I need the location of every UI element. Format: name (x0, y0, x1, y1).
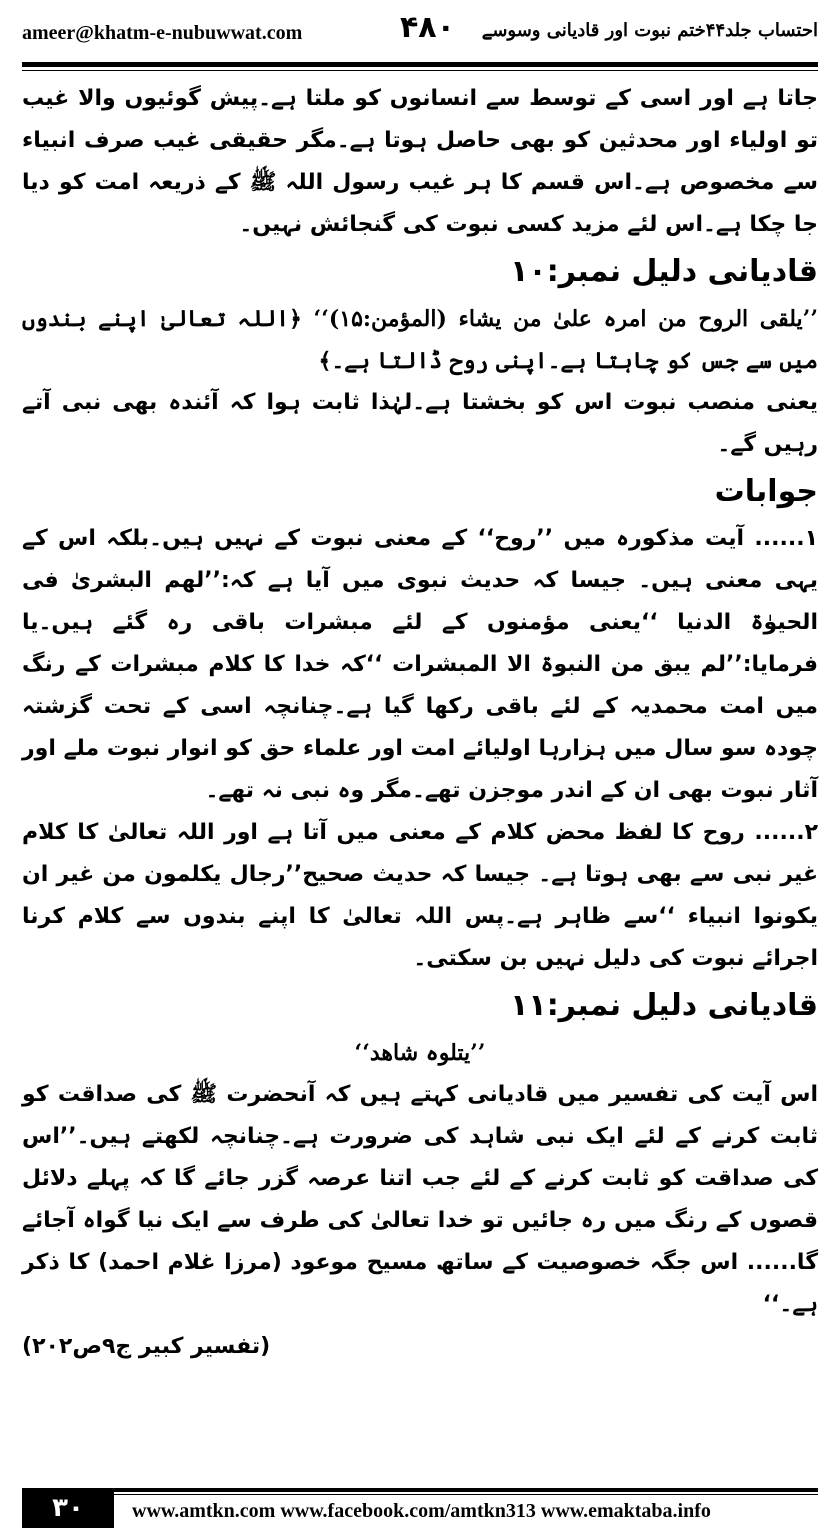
header-running-title: احتساب جلد۴۴ختم نبوت اور قادیانی وسوسے (481, 20, 818, 41)
header-email: ameer@khatm-e-nubuwwat.com (22, 22, 303, 44)
footer-rule-thick (114, 1488, 818, 1492)
claim-argument-10: یعنی منصب نبوت اس کو بخشتا ہے۔لہٰذا ثابت ہوا کہ آئندہ بھی نبی آتے رہیں گے۔ (22, 390, 818, 457)
header-rule-thin (22, 70, 818, 71)
quote-argument-11: ’’یتلوہ شاھد‘‘ (354, 1040, 486, 1066)
paragraph-intro: جاتا ہے اور اسی کے توسط سے انسانوں کو ملتا ہے۔پیش گوئیوں والا غیب تو اولیاء اور محدثین کو بھی حاصل ہوتا ہے۔مگر حقیقی غیب صرف انبیاء سے مخصوص ہے۔اس قسم کا ہر غیب رسول اللہ ﷺ کے ذریعہ امت کو دیا جا چکا ہے۔اس لئے مزید کسی نبوت کی گنجائش نہیں۔ (22, 86, 818, 237)
footer-page-number: ۳۰ (22, 1488, 114, 1528)
heading-argument-10: قادیانی دلیل نمبر:۱۰ (510, 254, 818, 289)
page-body (22, 78, 818, 1368)
heading-answers: جوابات (714, 474, 818, 509)
page-header (22, 10, 818, 60)
footer-links: www.amtkn.com www.facebook.com/amtkn313 www.emaktaba.info (132, 1500, 711, 1522)
header-rule-thick (22, 62, 818, 67)
quote-argument-10: ’’یلقی الروح من امرہ علیٰ من یشاء (المؤمن:۱۵)‘‘ ﴿اللہ تعالیٰ اپنے بندوں میں سے جس کو چاہتا ہے۔اپنی روح ڈالتا ہے۔﴾ (22, 306, 818, 374)
heading-argument-11: قادیانی دلیل نمبر:۱۱ (510, 988, 818, 1023)
answer-1: ۱...... آیت مذکورہ میں ’’روح‘‘ کے معنی نبوت کے نہیں ہیں۔بلکہ اس کے یہی معنی ہیں۔ جیسا کہ حدیث نبوی میں آیا ہے کہ:’’لھم البشریٰ فی الحیوٰۃ الدنیا ‘‘یعنی مؤمنوں کے لئے مبشرات باقی رہ گئے ہیں۔یا فرمایا:’’لم یبق من النبوۃ الا المبشرات ‘‘کہ خدا کا کلام مبشرات کے رنگ میں امت محمدیہ کے لئے باقی رکھا گیا ہے۔چنانچہ اسی کے تحت گزشتہ چودہ سو سال میں ہزارہا اولیائے امت اور علماء حق کو انوار نبوت ملے اور آثار نبوت بھی ان کے اندر موجزن تھے۔مگر وہ نبی نہ تھے۔ (22, 526, 818, 803)
answer-2: ۲...... روح کا لفظ محض کلام کے معنی میں آتا ہے اور اللہ تعالیٰ کا کلام غیر نبی سے بھی ہوتا ہے۔ جیسا کہ حدیث صحیح’’رجال یکلمون من غیر ان یکونوا انبیاء ‘‘سے ظاہر ہے۔پس اللہ تعالیٰ کا اپنے بندوں سے کلام کرنا اجرائے نبوت کی دلیل نہیں بن سکتی۔ (22, 820, 818, 971)
paragraph-argument-11: اس آیت کی تفسیر میں قادیانی کہتے ہیں کہ آنحضرت ﷺ کی صداقت کو ثابت کرنے کے لئے ایک نبی شاہد کی ضرورت ہے۔چنانچہ لکھتے ہیں۔’’اس کی صداقت کو ثابت کرنے کے لئے جب اتنا عرصہ گزر جائے گا کہ پہلے دلائل قصوں کے رنگ میں رہ جائیں تو خدا تعالیٰ کی طرف سے ایک نیا گواہ آجائے گا...... اس جگہ خصوصیت کے ساتھ مسیح موعود (مرزا غلام احمد) کا ذکر ہے۔‘‘ (22, 1082, 818, 1317)
header-page-number: ۴۸۰ (400, 10, 455, 45)
footer-rule-thin (114, 1494, 818, 1495)
page-footer (22, 1488, 818, 1528)
reference-tafseer: (تفسیر کبیر ج۹ص۲۰۲) (22, 1334, 271, 1359)
